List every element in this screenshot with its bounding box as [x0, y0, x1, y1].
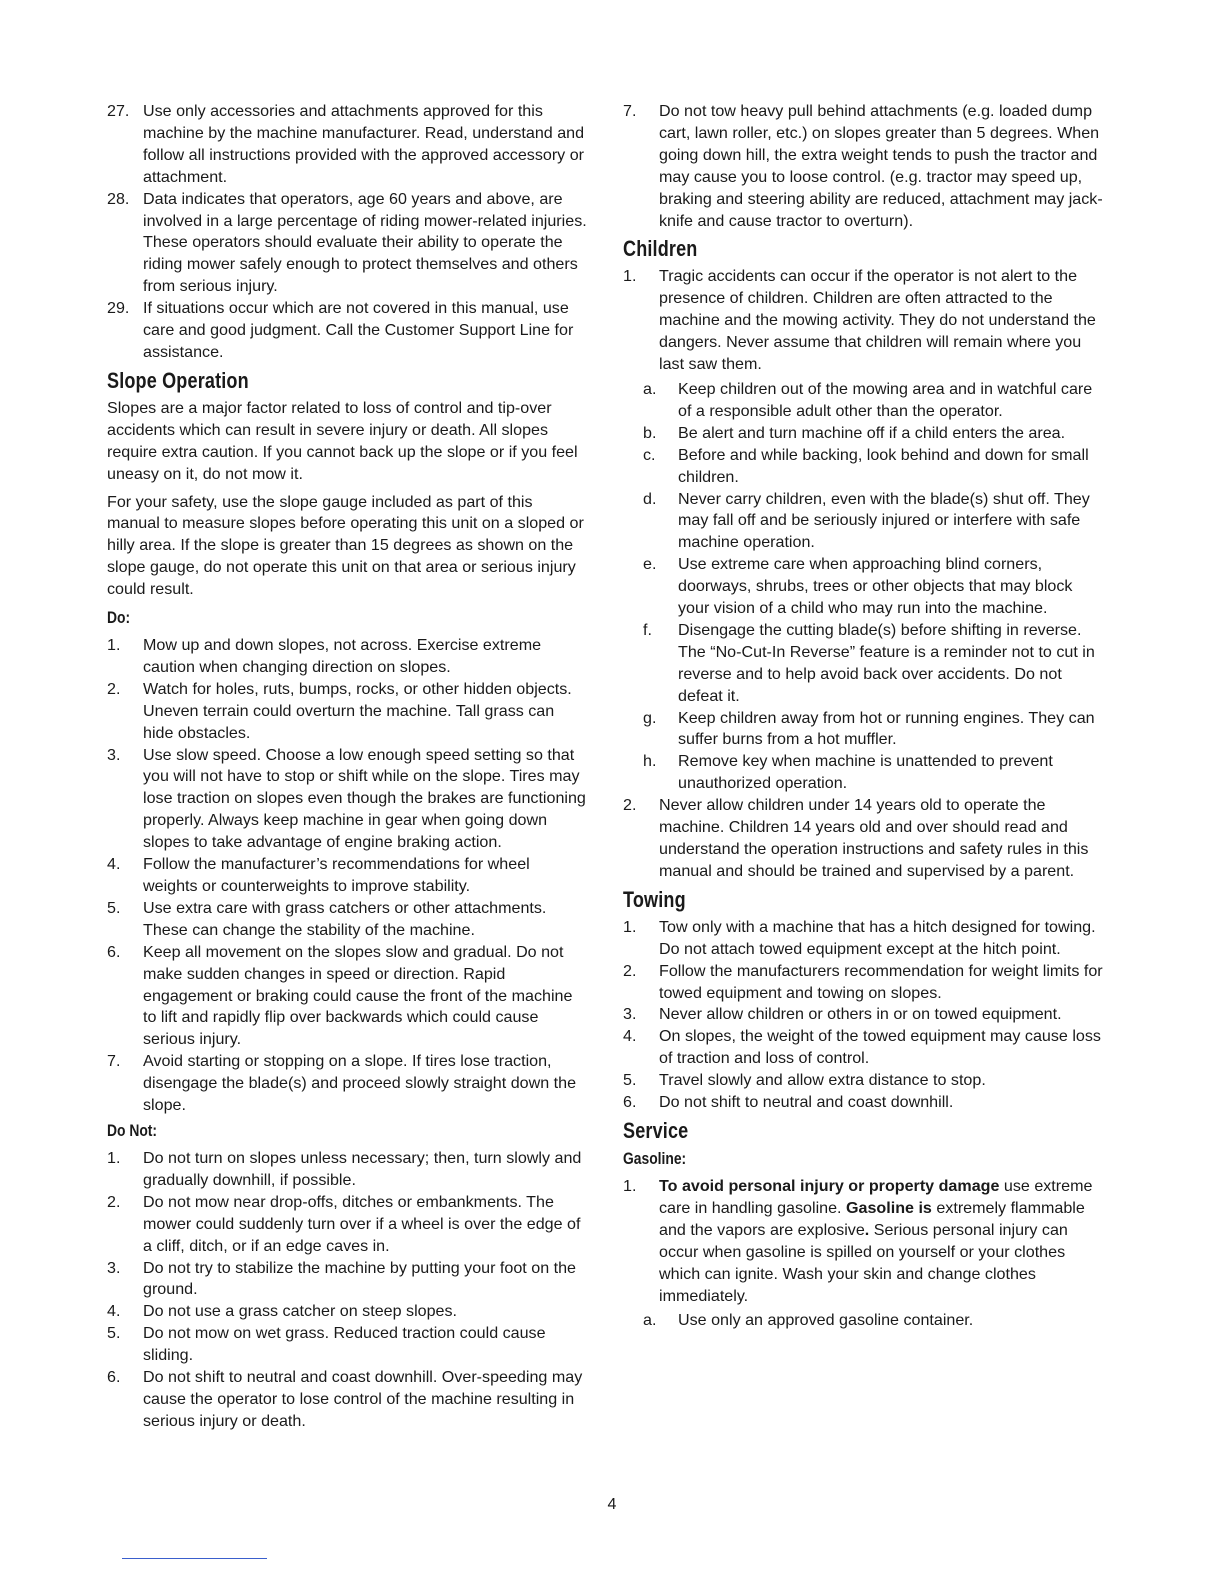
do-heading: Do: [107, 609, 131, 628]
list-item: 4. Do not use a grass catcher on steep slopes. [107, 1302, 458, 1321]
list-item: 2. Do not mow near drop-offs, ditches or embankments. The mower could suddenly turn over if a wheel is over the edge of a cliff, ditch, or if an edge caves in. [107, 1192, 581, 1255]
list-item: 2. Follow the manufacturers recommendation for weight limits for towed equipment and towing on slopes. [623, 961, 1103, 1002]
tow-rule-list [623, 101, 1105, 232]
children-sub-list [623, 379, 1105, 795]
list-item: 5. Use extra care with grass catchers or other attachments. These can change the stability of the machine. [107, 898, 547, 939]
list-item: 1. Mow up and down slopes, not across. Exercise extreme caution when changing direction on slopes. [107, 636, 542, 676]
list-item: 6. Keep all movement on the slopes slow and gradual. Do not make sudden changes in speed or direction. Rapid engagement or braking could cause the front of the machine to lift and rapidly flip over backwards which could cause serious injury. [107, 942, 573, 1049]
do-not-heading: Do Not: [107, 1121, 158, 1140]
list-item: 2. Watch for holes, ruts, bumps, rocks, or other hidden objects. Uneven terrain could overturn the machine. Tall grass can hide obstacles. [107, 679, 572, 742]
do-list [107, 635, 587, 1117]
list-item: h. Remove key when machine is unattended to prevent unauthorized operation. [643, 752, 1053, 793]
towing-list [623, 917, 1105, 1114]
list-item: 27. Use only accessories and attachments approved for this machine by the machine manufacturer. Read, understand and follow all instructions provided with the approved accessory or attachment. [107, 102, 585, 186]
list-item: 1. Tragic accidents can occur if the operator is not alert to the presence of children. Children are often attracted to the machine and the mowing activity. They do not understand the dangers. Never assume that children will remain where you last saw them. [623, 267, 1096, 374]
page-number: 4 [607, 1496, 617, 1513]
gasoline-sub-list [623, 1310, 1105, 1332]
list-item: f. Disengage the cutting blade(s) before shifting in reverse. The “No-Cut-In Reverse” feature is a reminder not to cut in reverse and to help avoid back over accidents. Do not defeat it. [643, 620, 1095, 705]
do-not-list [107, 1148, 587, 1433]
service-heading: Service [623, 1117, 689, 1143]
left-column [107, 101, 587, 1436]
list-item: a. Keep children out of the mowing area and in watchful care of a responsible adult other than the operator. [643, 379, 1093, 420]
list-item: 2. Never allow children under 14 years old to operate the machine. Children 14 years old and over should read and understand the operation instructions and safety rules in this manual and should be trained and supervised by a parent. [623, 796, 1089, 880]
list-item: 7. Do not tow heavy pull behind attachments (e.g. loaded dump cart, lawn roller, etc.) on slopes greater than 5 degrees. When going down hill, the extra weight tends to push the tractor and may cause you to loose control. (e.g. tractor may speed up, braking and steering ability are reduced, attachment may jack-knife and cause tractor to overturn). [623, 102, 1103, 230]
list-item: 28. Data indicates that operators, age 60 years and above, are involved in a large percentage of riding mower-related injuries. These operators should evaluate their ability to operate the riding mower safely enough to protect themselves and others from serious injury. [107, 189, 587, 296]
list-item: 6. Do not shift to neutral and coast downhill. Over-speeding may cause the operator to lose control of the machine resulting in serious injury or death. [107, 1368, 583, 1430]
list-item: e. Use extreme care when approaching blind corners, doorways, shrubs, trees or other objects that may block your vision of a child who may run into the machine. [643, 555, 1073, 618]
safety-rules-list [107, 101, 587, 364]
slope-paragraph-2: For your safety, use the slope gauge included as part of this manual to measure slopes before operating this unit on a sloped or hilly area. If the slope is greater than 15 degrees as shown on the slope gauge, do not operate this unit on that area or serious injury could result. [107, 492, 584, 599]
towing-heading: Towing [623, 886, 686, 912]
gasoline-heading: Gasoline: [623, 1149, 687, 1168]
list-item: 4. On slopes, the weight of the towed equipment may cause loss of traction and loss of control. [623, 1027, 1101, 1068]
list-item: 4. Follow the manufacturer’s recommendations for wheel weights or counterweights to improve stability. [107, 855, 530, 895]
gasoline-list [623, 1176, 1105, 1307]
list-item: d. Never carry children, even with the blade(s) shut off. They may fall off and be seriously injured or interfere with safe machine operation. [643, 489, 1090, 552]
list-item: 1. Do not turn on slopes unless necessary; then, turn slowly and gradually downhill, if possible. [107, 1148, 582, 1189]
children-list [623, 266, 1105, 376]
list-item: 3. Never allow children or others in or on towed equipment. [623, 1005, 1062, 1024]
list-item: 29. If situations occur which are not covered in this manual, use care and good judgment. Call the Customer Support Line for assistance. [107, 299, 574, 361]
list-item: g. Keep children away from hot or running engines. They can suffer burns from a hot muffler. [643, 708, 1095, 749]
list-item: 6. Do not shift to neutral and coast downhill. [623, 1093, 954, 1112]
list-item: c. Before and while backing, look behind and down for small children. [643, 445, 1089, 486]
list-item: 3. Use slow speed. Choose a low enough speed setting so that you will not have to stop or shift while on the slope. Tires may lose traction on slopes even though the brakes are functioning properly. Always keep machine in gear when going down slopes to take advantage of engine braking action. [107, 745, 586, 852]
children-heading: Children [623, 236, 698, 262]
right-column [623, 101, 1105, 1332]
list-item: 5. Do not mow on wet grass. Reduced traction could cause sliding. [107, 1324, 546, 1365]
list-item: 3. Do not try to stabilize the machine by putting your foot on the ground. [107, 1258, 576, 1299]
footer-rule [122, 1558, 267, 1559]
slope-paragraph-1: Slopes are a major factor related to loss of control and tip-over accidents which can result in severe injury or death. All slopes require extra caution. If you cannot back up the slope or if you feel uneasy on it, do not mow it. [107, 398, 578, 483]
list-item: 1. Tow only with a machine that has a hitch designed for towing. Do not attach towed equipment except at the hitch point. [623, 917, 1096, 958]
list-item: 1. To avoid personal injury or property damage use extreme care in handling gasoline. Gasoline is extremely flammable and the vapors are explosive. Serious personal injury can occur when gasoline is spilled on yourself or your clothes which can ignite. Wash your skin and change clothes immediately. [623, 1176, 1093, 1305]
list-item: b. Be alert and turn machine off if a child enters the area. [643, 423, 1066, 442]
children-list-continued [623, 795, 1105, 883]
list-item: a. Use only an approved gasoline container. [643, 1311, 974, 1330]
slope-operation-heading: Slope Operation [107, 367, 249, 393]
list-item: 5. Travel slowly and allow extra distance to stop. [623, 1071, 986, 1090]
list-item: 7. Avoid starting or stopping on a slope. If tires lose traction, disengage the blade(s) and proceed slowly straight down the slope. [107, 1052, 577, 1115]
